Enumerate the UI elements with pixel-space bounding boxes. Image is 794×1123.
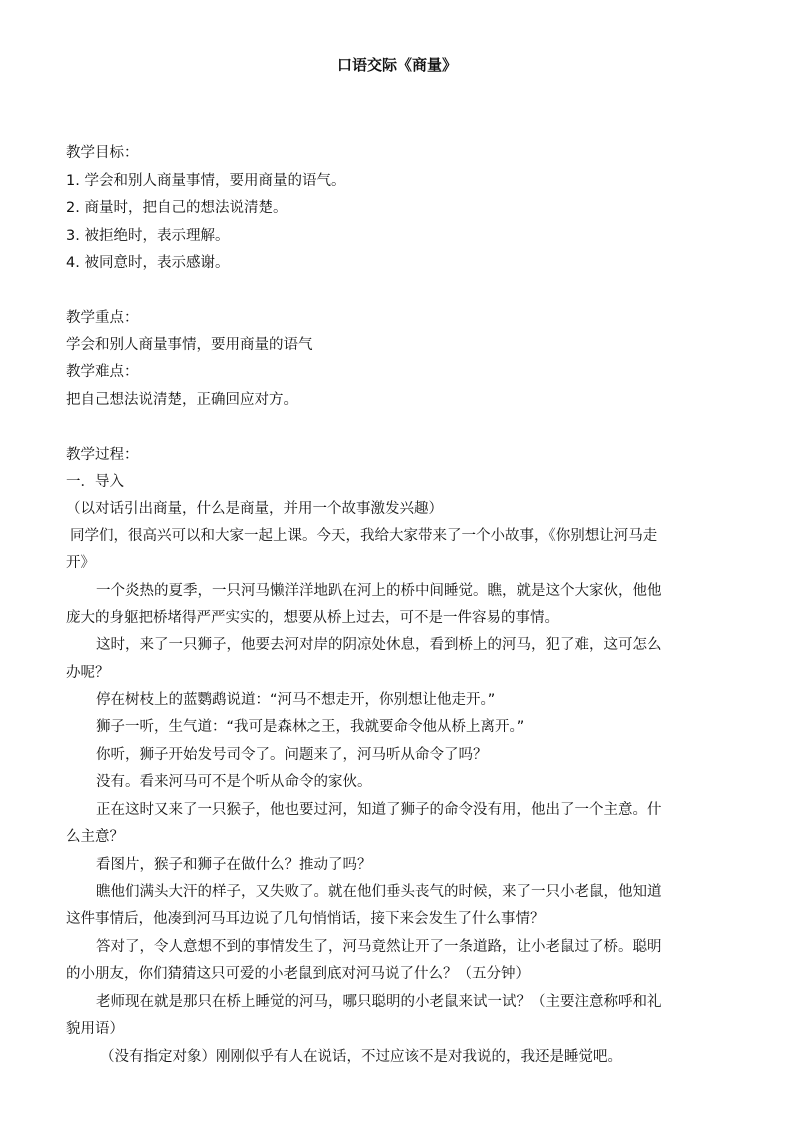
document-title: 口语交际《商量》	[336, 56, 457, 74]
section-note: （以对话引出商量，什么是商量，并用一个故事激发兴趣）	[66, 501, 443, 517]
paragraph-line: 答对了，令人意想不到的事情发生了，河马竟然让开了一条道路，让小老鼠过了桥。聪明	[96, 939, 662, 955]
goal-item: 4. 被同意时，表示感谢。	[66, 255, 230, 271]
key-points-heading: 教学重点：	[66, 310, 139, 326]
section-heading: 一．导入	[66, 474, 124, 490]
goal-item: 3. 被拒绝时，表示理解。	[66, 228, 230, 244]
paragraph-line: 的小朋友，你们猜猜这只可爱的小老鼠到底对河马说了什么？（五分钟）	[66, 966, 530, 982]
paragraph-line: 老师现在就是那只在桥上睡觉的河马，哪只聪明的小老鼠来试一试？（主要注意称呼和礼	[96, 994, 662, 1010]
process-heading: 教学过程：	[66, 447, 139, 463]
paragraph-line: 没有。看来河马可不是个听从命令的家伙。	[96, 774, 372, 790]
paragraph-line: 停在树枝上的蓝鹦鹉说道：“河马不想走开，你别想让他走开。”	[96, 692, 496, 708]
goal-item: 2. 商量时，把自己的想法说清楚。	[66, 200, 288, 216]
paragraph-line: 这时，来了一只狮子，他要去河对岸的阴凉处休息，看到桥上的河马，犯了难，这可怎么	[96, 637, 662, 653]
difficulties-heading: 教学难点：	[66, 364, 139, 380]
paragraph-line: 一个炎热的夏季，一只河马懒洋洋地趴在河上的桥中间睡觉。瞧，就是这个大家伙，他他	[96, 583, 662, 599]
paragraph-line: 狮子一听，生气道：“我可是森林之王，我就要命令他从桥上离开。”	[96, 719, 525, 735]
paragraph-line: （没有指定对象）刚刚似乎有人在说话，不过应该不是对我说的，我还是睡觉吧。	[100, 1049, 622, 1065]
key-points-text: 学会和别人商量事情，要用商量的语气	[66, 337, 313, 353]
difficulties-text: 把自己想法说清楚，正确回应对方。	[66, 392, 298, 408]
paragraph-line: 办呢？	[66, 665, 110, 681]
paragraph-line: 开》	[66, 555, 95, 571]
paragraph-line: 庞大的身躯把桥堵得严严实实的，想要从桥上过去，可不是一件容易的事情。	[66, 610, 559, 626]
paragraph-line: 看图片，猴子和狮子在做什么？推动了吗？	[96, 857, 372, 873]
goals-heading: 教学目标：	[66, 145, 139, 161]
paragraph-line: 这件事情后，他凑到河马耳边说了几句悄悄话，接下来会发生了什么事情？	[66, 911, 545, 927]
paragraph-line: 正在这时又来了一只猴子，他也要过河，知道了狮子的命令没有用，他出了一个主意。什	[96, 802, 662, 818]
paragraph-line: 貌用语）	[66, 1021, 124, 1037]
goal-item: 1. 学会和别人商量事情，要用商量的语气。	[66, 173, 346, 189]
paragraph-line: 你听，狮子开始发号司令了。问题来了，河马听从命令了吗？	[96, 747, 488, 763]
paragraph-line: 么主意？	[66, 829, 124, 845]
paragraph-line: 瞧他们满头大汗的样子，又失败了。就在他们垂头丧气的时候，来了一只小老鼠，他知道	[96, 884, 662, 900]
paragraph-line: 同学们，很高兴可以和大家一起上课。今天，我给大家带来了一个小故事，《你别想让河马走	[70, 528, 658, 544]
